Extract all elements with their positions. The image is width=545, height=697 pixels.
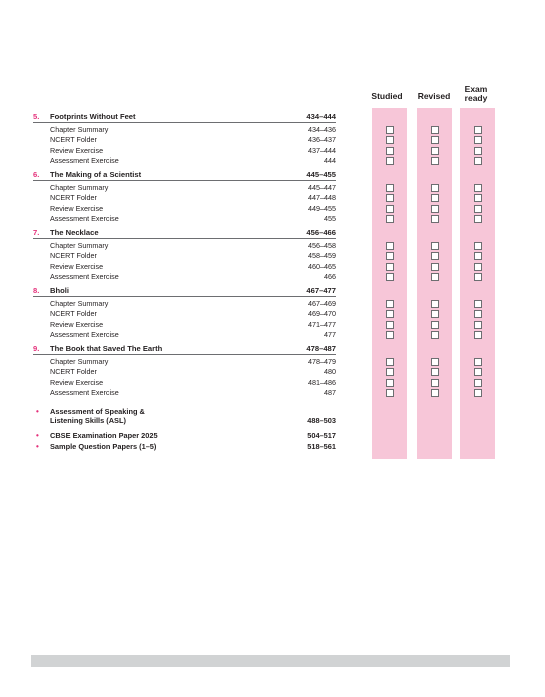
section-row (50, 262, 336, 272)
extra-title (50, 407, 145, 425)
revised-checkbox[interactable] (431, 136, 439, 144)
exam-ready-checkbox[interactable] (474, 157, 482, 165)
section-row (50, 156, 336, 166)
revised-checkbox[interactable] (431, 205, 439, 213)
unit-number: 9. (33, 344, 40, 353)
exam-ready-checkbox[interactable] (474, 136, 482, 144)
revised-checkbox[interactable] (431, 147, 439, 155)
unit-number: 5. (33, 112, 40, 121)
bullet-icon: • (36, 407, 39, 416)
exam-ready-checkbox[interactable] (474, 331, 482, 339)
studied-checkbox[interactable] (386, 147, 394, 155)
exam-ready-checkbox[interactable] (474, 184, 482, 192)
section-label: Review Exercise (50, 261, 104, 271)
section-label: NCERT Folder (50, 367, 97, 377)
exam-ready-checkbox[interactable] (474, 273, 482, 281)
unit-row (33, 111, 336, 123)
studied-checkbox[interactable] (386, 194, 394, 202)
unit-title: Footprints Without Feet (50, 112, 136, 121)
studied-checkbox[interactable] (386, 321, 394, 329)
revised-checkbox[interactable] (431, 331, 439, 339)
column-header-studied: Studied (371, 91, 403, 101)
unit-row (33, 285, 336, 297)
section-pages: 469–470 (308, 309, 336, 319)
unit-row (33, 169, 336, 181)
section-pages: 437–444 (308, 145, 336, 155)
section-row (50, 125, 336, 135)
section-pages: 478–479 (308, 357, 336, 366)
revised-checkbox[interactable] (431, 368, 439, 376)
section-row (50, 320, 336, 330)
studied-checkbox[interactable] (386, 368, 394, 376)
unit-pages: 478–487 (306, 344, 336, 353)
column-header-exam-ready (446, 85, 506, 103)
revised-checkbox[interactable] (431, 252, 439, 260)
extra-title-line1: Assessment of Speaking & (50, 407, 145, 416)
exam-ready-checkbox[interactable] (474, 310, 482, 318)
section-label: Chapter Summary (50, 125, 109, 134)
studied-checkbox[interactable] (386, 215, 394, 223)
unit-number: 8. (33, 286, 40, 295)
extra-pages: 488–503 (307, 416, 336, 425)
section-pages: 449–455 (308, 203, 336, 213)
section-label: Chapter Summary (50, 183, 109, 192)
section-label: NCERT Folder (50, 309, 97, 319)
section-label: Assessment Exercise (50, 329, 119, 339)
section-pages: 444 (324, 155, 336, 165)
studied-checkbox[interactable] (386, 136, 394, 144)
studied-checkbox[interactable] (386, 157, 394, 165)
bullet-icon: • (36, 431, 39, 440)
column-header-exam-line2: ready (464, 93, 488, 103)
section-pages: 466 (324, 271, 336, 281)
unit-pages: 445–455 (306, 170, 336, 179)
section-label: Chapter Summary (50, 357, 109, 366)
extra-title-line1: CBSE Examination Paper 2025 (50, 431, 158, 440)
section-pages: 487 (324, 387, 336, 397)
studied-checkbox[interactable] (386, 126, 394, 134)
exam-ready-checkbox[interactable] (474, 194, 482, 202)
section-label: Chapter Summary (50, 299, 109, 308)
section-row (50, 241, 336, 251)
studied-checkbox[interactable] (386, 379, 394, 387)
section-pages: 445–447 (308, 183, 336, 192)
column-header-exam-line1: Exam (464, 84, 488, 94)
studied-checkbox[interactable] (386, 273, 394, 281)
extra-title (50, 442, 156, 451)
section-row (50, 193, 336, 203)
section-label: NCERT Folder (50, 135, 97, 145)
section-label: Review Exercise (50, 377, 104, 387)
studied-checkbox[interactable] (386, 184, 394, 192)
exam-ready-checkbox[interactable] (474, 242, 482, 250)
revised-checkbox[interactable] (431, 215, 439, 223)
section-row (50, 214, 336, 224)
exam-ready-checkbox[interactable] (474, 358, 482, 366)
unit-title: The Making of a Scientist (50, 170, 142, 179)
column-header-revised: Revised (417, 91, 451, 101)
section-row (50, 388, 336, 398)
section-label: Assessment Exercise (50, 213, 119, 223)
exam-ready-checkbox[interactable] (474, 321, 482, 329)
exam-ready-checkbox[interactable] (474, 252, 482, 260)
unit-pages: 434–444 (306, 112, 336, 121)
section-pages: 480 (324, 367, 336, 377)
revised-checkbox[interactable] (431, 263, 439, 271)
studied-checkbox[interactable] (386, 300, 394, 308)
section-label: Assessment Exercise (50, 271, 119, 281)
exam-ready-checkbox[interactable] (474, 205, 482, 213)
unit-row (33, 227, 336, 239)
revised-checkbox[interactable] (431, 379, 439, 387)
studied-checkbox[interactable] (386, 358, 394, 366)
section-pages: 447–448 (308, 193, 336, 203)
revised-checkbox[interactable] (431, 194, 439, 202)
section-label: NCERT Folder (50, 251, 97, 261)
exam-ready-checkbox[interactable] (474, 300, 482, 308)
section-row (50, 309, 336, 319)
unit-title: Bholi (50, 286, 69, 295)
exam-ready-checkbox[interactable] (474, 147, 482, 155)
extra-item (36, 407, 336, 425)
section-pages: 477 (324, 329, 336, 339)
revised-checkbox[interactable] (431, 242, 439, 250)
extra-title (50, 431, 158, 440)
section-row (50, 183, 336, 193)
revised-checkbox[interactable] (431, 300, 439, 308)
section-label: Review Exercise (50, 145, 104, 155)
studied-checkbox[interactable] (386, 331, 394, 339)
exam-ready-checkbox[interactable] (474, 368, 482, 376)
section-pages: 471–477 (308, 319, 336, 329)
unit-number: 7. (33, 228, 40, 237)
section-pages: 455 (324, 213, 336, 223)
extra-item (36, 431, 336, 440)
extra-title-line1: Sample Question Papers (1–5) (50, 442, 157, 451)
exam-ready-checkbox[interactable] (474, 126, 482, 134)
revised-checkbox[interactable] (431, 389, 439, 397)
section-pages: 458–459 (308, 251, 336, 261)
section-row (50, 299, 336, 309)
section-row (50, 378, 336, 388)
revised-checkbox[interactable] (431, 273, 439, 281)
section-pages: 436–437 (308, 135, 336, 145)
section-pages: 481–486 (308, 377, 336, 387)
extra-pages: 518–561 (307, 442, 336, 451)
section-label: Assessment Exercise (50, 387, 119, 397)
exam-ready-checkbox[interactable] (474, 215, 482, 223)
studied-checkbox[interactable] (386, 205, 394, 213)
section-row (50, 146, 336, 156)
section-pages: 467–469 (308, 299, 336, 308)
extra-item (36, 442, 336, 451)
revised-checkbox[interactable] (431, 358, 439, 366)
unit-pages: 456–466 (306, 228, 336, 237)
extra-title-line2: Listening Skills (ASL) (50, 416, 126, 425)
section-label: Chapter Summary (50, 241, 109, 250)
section-label: NCERT Folder (50, 193, 97, 203)
section-row (50, 367, 336, 377)
section-row (50, 357, 336, 367)
section-row (50, 204, 336, 214)
section-pages: 434–436 (308, 125, 336, 134)
exam-ready-checkbox[interactable] (474, 263, 482, 271)
section-pages: 460–465 (308, 261, 336, 271)
section-row (50, 272, 336, 282)
studied-checkbox[interactable] (386, 310, 394, 318)
revised-checkbox[interactable] (431, 184, 439, 192)
unit-number: 6. (33, 170, 40, 179)
exam-ready-checkbox[interactable] (474, 389, 482, 397)
studied-checkbox[interactable] (386, 252, 394, 260)
unit-title: The Necklace (50, 228, 99, 237)
section-label: Review Exercise (50, 203, 104, 213)
unit-row (33, 343, 336, 355)
revised-checkbox[interactable] (431, 310, 439, 318)
section-label: Assessment Exercise (50, 155, 119, 165)
footer-bar (31, 655, 510, 667)
section-row (50, 251, 336, 261)
unit-title: The Book that Saved The Earth (50, 344, 163, 353)
section-label: Review Exercise (50, 319, 104, 329)
section-pages: 456–458 (308, 241, 336, 250)
exam-ready-checkbox[interactable] (474, 379, 482, 387)
section-row (50, 135, 336, 145)
revised-checkbox[interactable] (431, 157, 439, 165)
bullet-icon: • (36, 442, 39, 451)
studied-checkbox[interactable] (386, 263, 394, 271)
revised-checkbox[interactable] (431, 126, 439, 134)
extra-pages: 504–517 (307, 431, 336, 440)
revised-checkbox[interactable] (431, 321, 439, 329)
studied-checkbox[interactable] (386, 242, 394, 250)
unit-pages: 467–477 (306, 286, 336, 295)
studied-checkbox[interactable] (386, 389, 394, 397)
section-row (50, 330, 336, 340)
